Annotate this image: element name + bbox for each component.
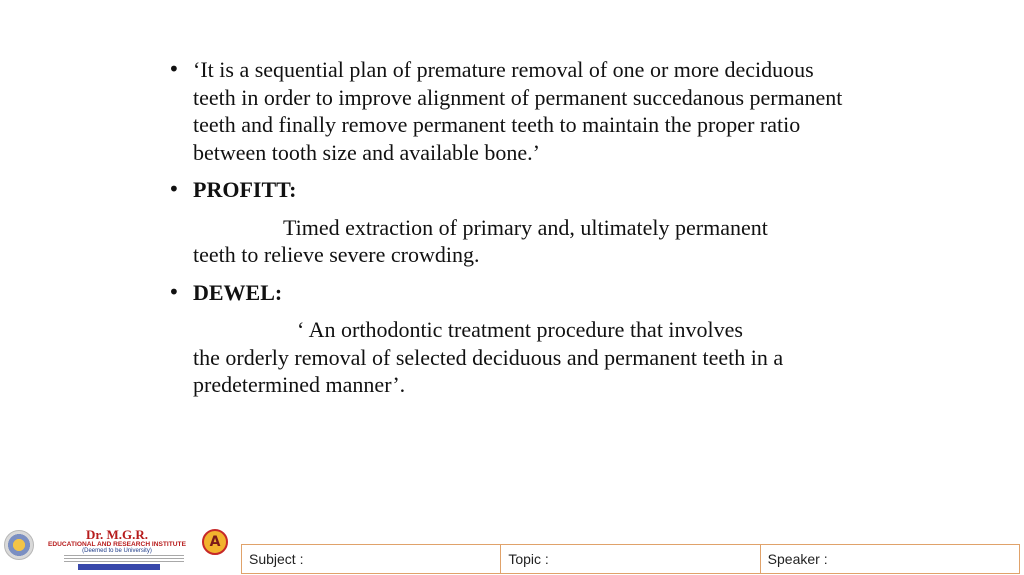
bullet-dewel: [168, 279, 858, 307]
bullet-dot-icon: •: [168, 279, 180, 304]
logo-band: [78, 564, 160, 570]
institute-logo: [4, 526, 230, 572]
intro-quote: ‘It is a sequential plan of premature removal of one or more deciduous teeth in order to improve alignment of permanent succedanous permanent teeth and finally remove permanent teeth to maintain the proper ratio between tooth size and available bone.’: [193, 57, 843, 165]
bullet-dot-icon: •: [168, 57, 180, 81]
logo-name: Dr. M.G.R.: [86, 527, 148, 542]
accreditation-badge-icon: A: [202, 529, 228, 555]
speaker-field: Speaker :: [767, 551, 828, 567]
profitt-definition-start: Timed extraction of primary and, ultimately permanent: [283, 214, 768, 240]
footer-info-bar: [241, 544, 1020, 574]
profitt-heading: PROFITT:: [193, 177, 297, 202]
profitt-definition: [168, 214, 858, 269]
dewel-heading: DEWEL:: [193, 279, 283, 305]
bullet-dot-icon: •: [168, 177, 180, 201]
slide-content: [168, 56, 858, 409]
logo-deemed: (Deemed to be University): [82, 548, 152, 554]
dewel-definition-start: ‘ An orthodontic treatment procedure that involves: [297, 317, 743, 342]
subject-field: Subject :: [242, 545, 501, 573]
dewel-definition: [168, 316, 858, 399]
bullet-profitt: [168, 176, 858, 204]
logo-address-lines: [64, 555, 184, 563]
emblem-icon: [4, 530, 34, 560]
profitt-definition-rest: teeth to relieve severe crowding.: [193, 242, 480, 267]
logo-institute: EDUCATIONAL AND RESEARCH INSTITUTE: [48, 541, 186, 548]
topic-field: Topic :: [501, 545, 760, 573]
bullet-intro: [168, 56, 858, 166]
dewel-definition-rest: the orderly removal of selected deciduous and permanent teeth in a predetermined manner’.: [193, 344, 784, 397]
